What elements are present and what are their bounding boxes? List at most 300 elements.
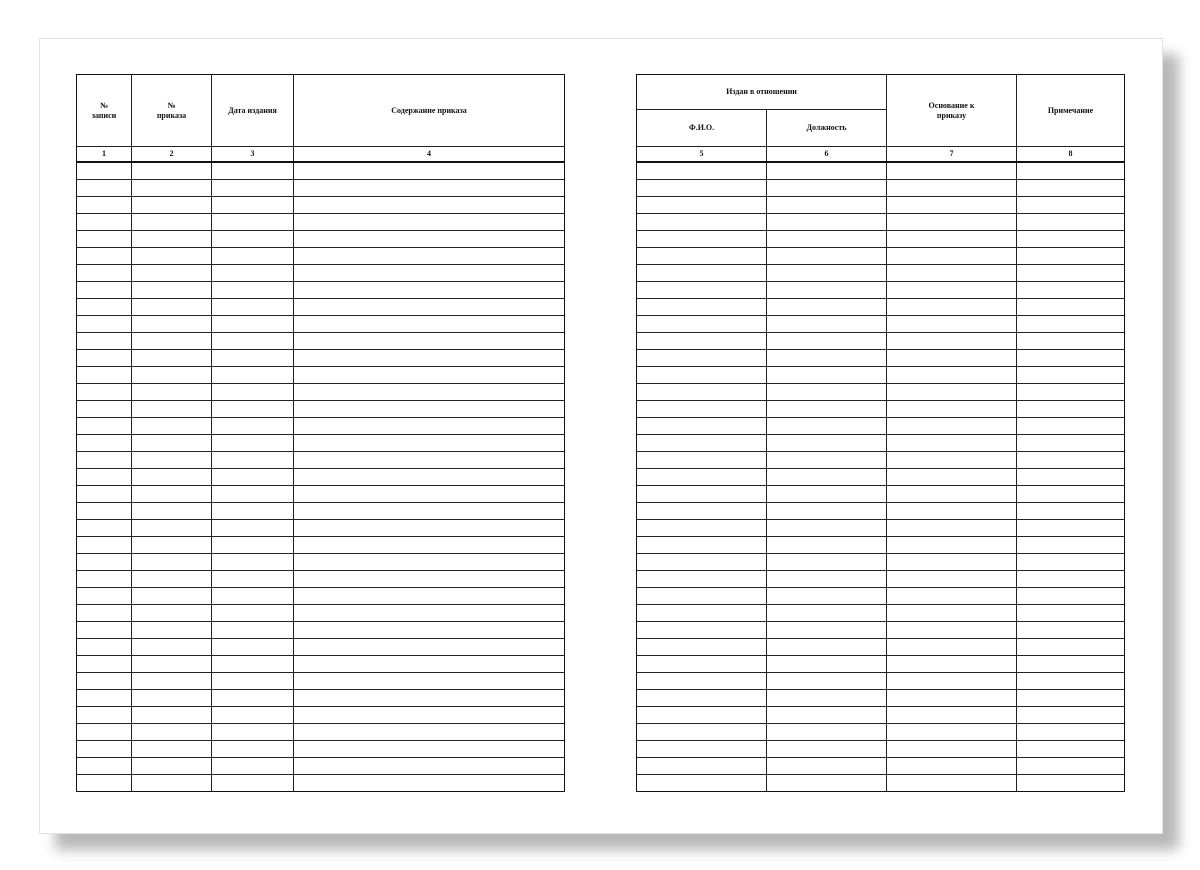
empty-cell [1017,639,1125,656]
empty-cell [637,537,767,554]
empty-cell [767,775,887,792]
empty-cell [767,741,887,758]
empty-cell [77,571,132,588]
header-note: Примечание [1017,75,1125,147]
empty-cell [212,605,294,622]
right-table-row [637,469,1125,486]
empty-cell [212,639,294,656]
right-table-row [637,197,1125,214]
left-table-row [77,486,565,503]
empty-cell [132,197,212,214]
empty-cell [132,162,212,180]
empty-cell [637,418,767,435]
empty-cell [887,520,1017,537]
empty-cell [637,486,767,503]
header-order-content: Содержание приказа [294,75,565,147]
column-number: 3 [212,147,294,163]
empty-cell [1017,503,1125,520]
empty-cell [132,741,212,758]
left-table-row [77,367,565,384]
left-table-row [77,503,565,520]
empty-cell [77,435,132,452]
empty-cell [132,214,212,231]
empty-cell [767,265,887,282]
right-table-row [637,282,1125,299]
right-table-row [637,162,1125,180]
left-table-row [77,622,565,639]
empty-cell [294,316,565,333]
empty-cell [887,418,1017,435]
header-record-no: № записи [77,75,132,147]
empty-cell [77,350,132,367]
empty-cell [1017,520,1125,537]
empty-cell [1017,656,1125,673]
empty-cell [1017,248,1125,265]
empty-cell [767,452,887,469]
empty-cell [637,707,767,724]
empty-cell [887,724,1017,741]
empty-cell [887,588,1017,605]
empty-cell [77,384,132,401]
empty-cell [294,503,565,520]
empty-cell [767,469,887,486]
empty-cell [294,775,565,792]
column-number: 7 [887,147,1017,163]
empty-cell [77,588,132,605]
empty-cell [887,435,1017,452]
right-table-row [637,333,1125,350]
empty-cell [212,162,294,180]
empty-cell [132,690,212,707]
right-table-row [637,741,1125,758]
empty-cell [77,707,132,724]
empty-cell [887,282,1017,299]
empty-cell [77,503,132,520]
empty-cell [77,520,132,537]
empty-cell [212,333,294,350]
empty-cell [212,214,294,231]
empty-cell [132,588,212,605]
empty-cell [132,350,212,367]
empty-cell [637,231,767,248]
empty-cell [767,537,887,554]
empty-cell [212,299,294,316]
journal-spread [39,38,1163,834]
empty-cell [637,350,767,367]
empty-cell [767,197,887,214]
empty-cell [132,401,212,418]
empty-cell [887,690,1017,707]
empty-cell [212,724,294,741]
empty-cell [77,248,132,265]
empty-cell [77,418,132,435]
empty-cell [637,299,767,316]
empty-cell [294,469,565,486]
empty-cell [767,758,887,775]
empty-cell [767,231,887,248]
empty-cell [767,162,887,180]
empty-cell [887,571,1017,588]
empty-cell [77,367,132,384]
empty-cell [637,180,767,197]
empty-cell [1017,486,1125,503]
left-table-row [77,435,565,452]
left-table-row [77,162,565,180]
empty-cell [132,418,212,435]
empty-cell [1017,469,1125,486]
empty-cell [77,299,132,316]
empty-cell [887,758,1017,775]
empty-cell [1017,622,1125,639]
empty-cell [637,588,767,605]
right-table-row [637,384,1125,401]
empty-cell [887,503,1017,520]
right-table-row [637,367,1125,384]
empty-cell [294,758,565,775]
empty-cell [637,469,767,486]
empty-cell [767,554,887,571]
empty-cell [294,248,565,265]
empty-cell [1017,707,1125,724]
empty-cell [1017,214,1125,231]
empty-cell [294,435,565,452]
right-table-row [637,724,1125,741]
left-table-row [77,316,565,333]
empty-cell [1017,758,1125,775]
empty-cell [212,469,294,486]
left-table-row [77,469,565,486]
right-table-row [637,350,1125,367]
left-table-row [77,554,565,571]
empty-cell [767,673,887,690]
right-table-row [637,299,1125,316]
empty-cell [132,316,212,333]
left-table-row [77,724,565,741]
empty-cell [1017,418,1125,435]
empty-cell [887,707,1017,724]
left-table-row [77,418,565,435]
left-table-row [77,758,565,775]
empty-cell [294,180,565,197]
right-table-row [637,231,1125,248]
empty-cell [887,639,1017,656]
empty-cell [294,588,565,605]
left-table-row [77,282,565,299]
empty-cell [887,673,1017,690]
empty-cell [132,605,212,622]
empty-cell [212,775,294,792]
empty-cell [887,265,1017,282]
empty-cell [212,758,294,775]
empty-cell [637,214,767,231]
empty-cell [77,673,132,690]
right-table-row [637,180,1125,197]
empty-cell [294,299,565,316]
empty-cell [294,486,565,503]
left-table-row [77,690,565,707]
empty-cell [132,775,212,792]
empty-cell [767,724,887,741]
empty-cell [132,758,212,775]
empty-cell [132,554,212,571]
empty-cell [1017,452,1125,469]
empty-cell [132,520,212,537]
empty-cell [767,384,887,401]
empty-cell [294,554,565,571]
empty-cell [637,265,767,282]
left-table-row [77,520,565,537]
right-table-row [637,622,1125,639]
empty-cell [1017,316,1125,333]
empty-cell [767,367,887,384]
empty-cell [1017,265,1125,282]
empty-cell [887,537,1017,554]
header-issue-date: Дата издания [212,75,294,147]
empty-cell [1017,775,1125,792]
right-table-row [637,639,1125,656]
empty-cell [212,231,294,248]
header-basis: Основание к приказу [887,75,1017,147]
empty-cell [637,197,767,214]
left-table-row [77,775,565,792]
right-table-row [637,571,1125,588]
empty-cell [212,503,294,520]
empty-cell [77,231,132,248]
empty-cell [1017,197,1125,214]
empty-cell [637,333,767,350]
empty-cell [637,741,767,758]
empty-cell [767,571,887,588]
empty-cell [294,605,565,622]
right-table-row [637,265,1125,282]
right-table-row [637,248,1125,265]
right-table-row [637,520,1125,537]
empty-cell [212,180,294,197]
right-table-row [637,418,1125,435]
empty-cell [77,622,132,639]
empty-cell [212,554,294,571]
empty-cell [637,690,767,707]
empty-cell [294,162,565,180]
empty-cell [77,554,132,571]
empty-cell [637,384,767,401]
empty-cell [212,520,294,537]
empty-cell [887,333,1017,350]
empty-cell [767,350,887,367]
empty-cell [767,639,887,656]
empty-cell [637,367,767,384]
empty-cell [77,180,132,197]
empty-cell [767,605,887,622]
right-table-row [637,554,1125,571]
empty-cell [77,605,132,622]
empty-cell [1017,554,1125,571]
left-table-row [77,197,565,214]
empty-cell [212,452,294,469]
empty-cell [77,333,132,350]
empty-cell [887,162,1017,180]
left-table-row [77,537,565,554]
left-table-row [77,333,565,350]
empty-cell [767,588,887,605]
empty-cell [887,622,1017,639]
empty-cell [637,452,767,469]
empty-cell [294,214,565,231]
empty-cell [212,401,294,418]
right-table-body [637,162,1125,792]
empty-cell [132,299,212,316]
empty-cell [637,724,767,741]
left-table-row [77,588,565,605]
empty-cell [77,214,132,231]
empty-cell [132,384,212,401]
empty-cell [132,724,212,741]
empty-cell [637,571,767,588]
right-table-row [637,452,1125,469]
left-table-row [77,673,565,690]
empty-cell [77,724,132,741]
empty-cell [132,180,212,197]
empty-cell [212,384,294,401]
left-table-row [77,401,565,418]
empty-cell [1017,299,1125,316]
empty-cell [887,180,1017,197]
right-table-row [637,537,1125,554]
right-table-row [637,503,1125,520]
left-table-row [77,707,565,724]
empty-cell [212,367,294,384]
empty-cell [212,656,294,673]
right-table-row [637,707,1125,724]
column-number: 5 [637,147,767,163]
empty-cell [887,350,1017,367]
right-journal-table [636,74,1125,792]
empty-cell [77,690,132,707]
empty-cell [132,486,212,503]
empty-cell [132,571,212,588]
empty-cell [637,775,767,792]
empty-cell [637,605,767,622]
left-table-row [77,299,565,316]
empty-cell [294,231,565,248]
empty-cell [887,299,1017,316]
empty-cell [294,384,565,401]
empty-cell [1017,690,1125,707]
empty-cell [77,265,132,282]
column-number: 8 [1017,147,1125,163]
empty-cell [294,520,565,537]
empty-cell [212,316,294,333]
empty-cell [767,503,887,520]
header-issued-regarding: Издан в отношении [637,75,887,110]
left-table-row [77,605,565,622]
empty-cell [1017,537,1125,554]
right-table-row [637,214,1125,231]
empty-cell [77,197,132,214]
empty-cell [77,401,132,418]
empty-cell [212,571,294,588]
empty-cell [637,520,767,537]
left-table-row [77,214,565,231]
empty-cell [1017,333,1125,350]
left-table-row [77,571,565,588]
left-table-row [77,639,565,656]
empty-cell [294,197,565,214]
empty-cell [887,741,1017,758]
empty-cell [132,673,212,690]
right-table-row [637,673,1125,690]
empty-cell [132,367,212,384]
header-position: Должность [767,110,887,147]
empty-cell [887,605,1017,622]
empty-cell [767,435,887,452]
empty-cell [294,282,565,299]
empty-cell [887,384,1017,401]
empty-cell [77,758,132,775]
empty-cell [294,350,565,367]
left-table-body [77,162,565,792]
empty-cell [887,197,1017,214]
empty-cell [132,435,212,452]
empty-cell [767,248,887,265]
empty-cell [637,282,767,299]
empty-cell [132,265,212,282]
empty-cell [637,503,767,520]
empty-cell [294,724,565,741]
empty-cell [1017,571,1125,588]
empty-cell [212,690,294,707]
empty-cell [77,537,132,554]
empty-cell [637,435,767,452]
left-table-row [77,248,565,265]
empty-cell [132,469,212,486]
empty-cell [212,622,294,639]
empty-cell [637,656,767,673]
empty-cell [212,248,294,265]
empty-cell [294,741,565,758]
empty-cell [767,486,887,503]
empty-cell [767,656,887,673]
empty-cell [294,401,565,418]
empty-cell [767,418,887,435]
left-table-row [77,384,565,401]
empty-cell [132,452,212,469]
empty-cell [212,741,294,758]
empty-cell [1017,367,1125,384]
right-table-row [637,605,1125,622]
empty-cell [1017,384,1125,401]
empty-cell [294,265,565,282]
empty-cell [767,214,887,231]
empty-cell [767,299,887,316]
empty-cell [212,418,294,435]
empty-cell [767,316,887,333]
empty-cell [767,622,887,639]
empty-cell [77,741,132,758]
right-table-row [637,775,1125,792]
empty-cell [637,673,767,690]
left-journal-table [76,74,565,792]
empty-cell [1017,282,1125,299]
right-table-row [637,401,1125,418]
empty-cell [132,537,212,554]
empty-cell [637,622,767,639]
empty-cell [77,775,132,792]
empty-cell [637,554,767,571]
right-table-row [637,316,1125,333]
column-number: 2 [132,147,212,163]
header-full-name: Ф.И.О. [637,110,767,147]
